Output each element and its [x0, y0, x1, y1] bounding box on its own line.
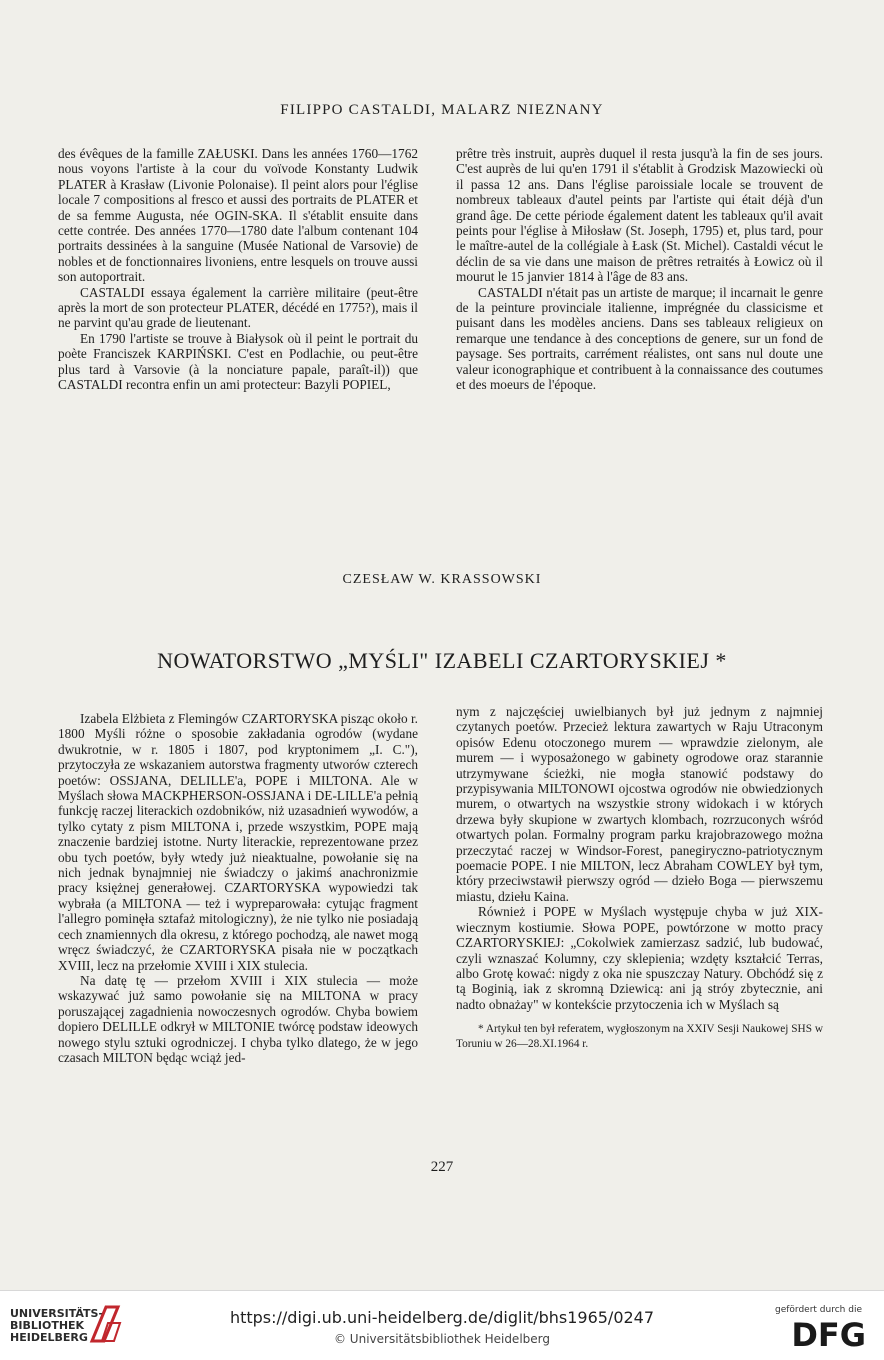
paragraph: prêtre très instruit, auprès duquel il resta jusqu'à la fin de ses jours. C'est auprès de lui qu'en 1791 il s'établit à Grodzisk Mazowiecki où il passa 12 ans. Dans l'église paroissiale locale se trouvent de nombreux tableaux d'autel peints par l'artiste qui était déjà d'un grand âge. De cette période également datent les tableaux qu'il avait peints pour l'église à Miłosław (St. Joseph, 1795) et, plus tard, pour le maître-autel de la collégiale à Łask (St. Michel). Castaldi vécut le déclin de sa vie dans une maison de prêtres retraités à Łowicz où il mourut le 15 janvier 1814 à l'âge de 83 ans.	[456, 146, 823, 285]
paragraph: Również i POPE w Myślach występuje chyba w już XIX-wiecznym kostiumie. Słowa POPE, powtórzone w motto pracy CZARTORYSKIEJ: „Cokolwiek zamierzasz sadzić, lub budować, czyli wznaszać Kolumny, czy sklepienia; wzdęty kształcić Terras, albo Grotę kować: nigdy z oka nie spuszczay Natury. Obchódź się z tą Boginią, iak z skromną Dziewicą: ani ją stróy zbytecznie, ani nadto obnażay" w kontekście przytoczenia ich w Myślach są	[456, 904, 823, 1012]
library-name-line: HEIDELBERG	[10, 1331, 88, 1344]
paragraph: CASTALDI n'était pas un artiste de marque; il incarnait le genre de la peinture provinciale italienne, imprégnée du classicisme et puisant dans les modèles anciens. Dans ses tableaux religieux on remarque une tendance à des conceptions de genere, sur un fond de paysage. Ses portraits, carrément réalistes, ont sans nul doute une valeur iconographique et contribuent à la connaissance des coutumes et des moeurs de l'époque.	[456, 284, 824, 393]
article-title: NOWATORSTWO „MYŚLI" IZABELI CZARTORYSKIEJ *	[157, 648, 727, 673]
copyright-notice: © Universitätsbibliothek Heidelberg	[333, 1332, 550, 1346]
paragraph: Izabela Elżbieta z Flemingów CZARTORYSKA pisząc około r. 1800 Myśli różne o sposobie zakładania ogrodów (wydane dwukrotnie, w r. 1805 i 1807, pod kryptonimem „I. C."), przytoczyła ze wskazaniem autorstwa fragmenty utworów czterech poetów: OSSJANA, DELILLE'a, POPE i MILTONA. Ale w Myślach słowa MACKPHERSON-OSSJANA i DE-LILLE'a pełnią funkcję raczej literackich ozdobników, niż uzasadnień wywodów, a tylko cytaty z pism MILTONA i, przede wszystkim, POPE mają znaczenie bardziej istotne. Nurty literackie, reprezentowane przez obu tych poetów, były wtedy już nieaktualne, powołanie się na nich jednak bynajmniej nie świadczy o jakimś anachronizmie pracy księżnej generałowej. CZARTORYSKA wypowiedzi tak wybrała (a MILTONA — też i wypreparowała: cytując fragment l'allegro pominęła sztafaż mitologiczny), że nie tylko nie posiadają cech znamiennych dla okresu, z którego pochodzą, ale nawet mogą wręcz świadczyć, że CZARTORYSKA pisała nie w początkach XVIII, lecz na przełomie XVIII i XIX stulecia.	[58, 711, 418, 973]
first-article-left-column	[58, 146, 418, 393]
article-author: CZESŁAW W. KRASSOWSKI	[342, 572, 542, 587]
library-name-line: UNIVERSITÄTS-	[10, 1307, 104, 1320]
library-name-line: BIBLIOTHEK	[10, 1319, 85, 1332]
paragraph: Na datę tę — przełom XVIII i XIX stulecia — może wskazywać już samo powołanie się na MILTONA w pracy poruszającej zagadnienia nowoczesnych ogrodów. Chyba bowiem dopiero DELILLE odkrył w MILTONIE twórcę podstaw ideowych nowego stylu sztuki ogrodniczej. I chyba tylko dlatego, że w jego czasach MILTON będąc wciąż jed-	[58, 972, 418, 1065]
funded-by-label: gefördert durch die	[775, 1305, 862, 1315]
paragraph: des évêques de la famille ZAŁUSKI. Dans les années 1760—1762 nous voyons l'artiste à la cour du voïvode Konstanty Ludwik PLATER à Krasław (Livonie Polonaise). Il peint alors pour l'église locale 7 compositions al fresco et aussi des portraits de PLATER et de sa femme Augusta, née OGIN-SKA. Il s'établit ensuite dans cette contrée. Des années 1770—1780 date l'album contenant 104 portraits dessinées à la sanguine (Musée National de Varsovie) de nobles et de fonctionnaires livoniens, entre lesquels on trouve aussi son autoportrait.	[58, 146, 418, 285]
paragraph: En 1790 l'artiste se trouve à Białysok où il peint le portrait du poète Franciszek KARPIŃSKI. C'est en Podlachie, ou peut-être plus tard à Varsovie (à la nonciature papale, paraît-il)) que CASTALDI recontra enfin un ami protecteur: Bazyli POPIEL,	[58, 330, 418, 393]
dfg-logo-text: DFG	[791, 1317, 866, 1349]
second-article-right-column	[456, 704, 823, 1052]
first-article-right-column	[456, 146, 823, 393]
permalink-url[interactable]: https://digi.ub.uni-heidelberg.de/diglit/bhs1965/0247	[229, 1308, 655, 1327]
paragraph: nym z najczęściej uwielbianych był już jednym z najmniej czytanych poetów. Przecież lektura zawartych w Raju Utraconym opisów Edenu otoczonego murem — wprawdzie zielonym, ale murem — i wyposażonego w gabinety ogrodowe oraz starannie utrzymywane ścieżki, nie mogła stanowić podstawy do przypisywania MILTONOWI ojcostwa ogrodów nie obwiedzionych murem, o otwartych na wszystkie strony widokach i w których drzewa były skupione w zwartych klombach, rozrzuconych wśród otwartych polan. Formalny program parku krajobrazowego można przeczytać raczej w Windsor-Forest, panegiryczno-patriotycznym poemacie POPE. I nie MILTON, lecz Abraham COWLEY był tym, który przeciwstawił pierwszy ogród — dzieło Boga — pierwszemu miastu, dziełu Kaina.	[456, 704, 823, 904]
second-article-left-column	[58, 711, 418, 1065]
paragraph: CASTALDI essaya également la carrière militaire (peut-être après la mort de son protecteur PLATER, décédé en 1775?), mais il ne parvint qu'au grade de lieutenant.	[58, 284, 418, 331]
footer-bar	[0, 1290, 884, 1360]
footnote-separator	[456, 1012, 823, 1022]
running-head: FILIPPO CASTALDI, MALARZ NIEZNANY	[280, 102, 604, 118]
page-number: 227	[430, 1159, 454, 1175]
dfg-logo-icon	[782, 1317, 866, 1349]
footnote: * Artykuł ten był referatem, wygłoszonym na XXIV Sesji Naukowej SHS w Toruniu w 26—28.XI.1964 r.	[456, 1023, 823, 1050]
